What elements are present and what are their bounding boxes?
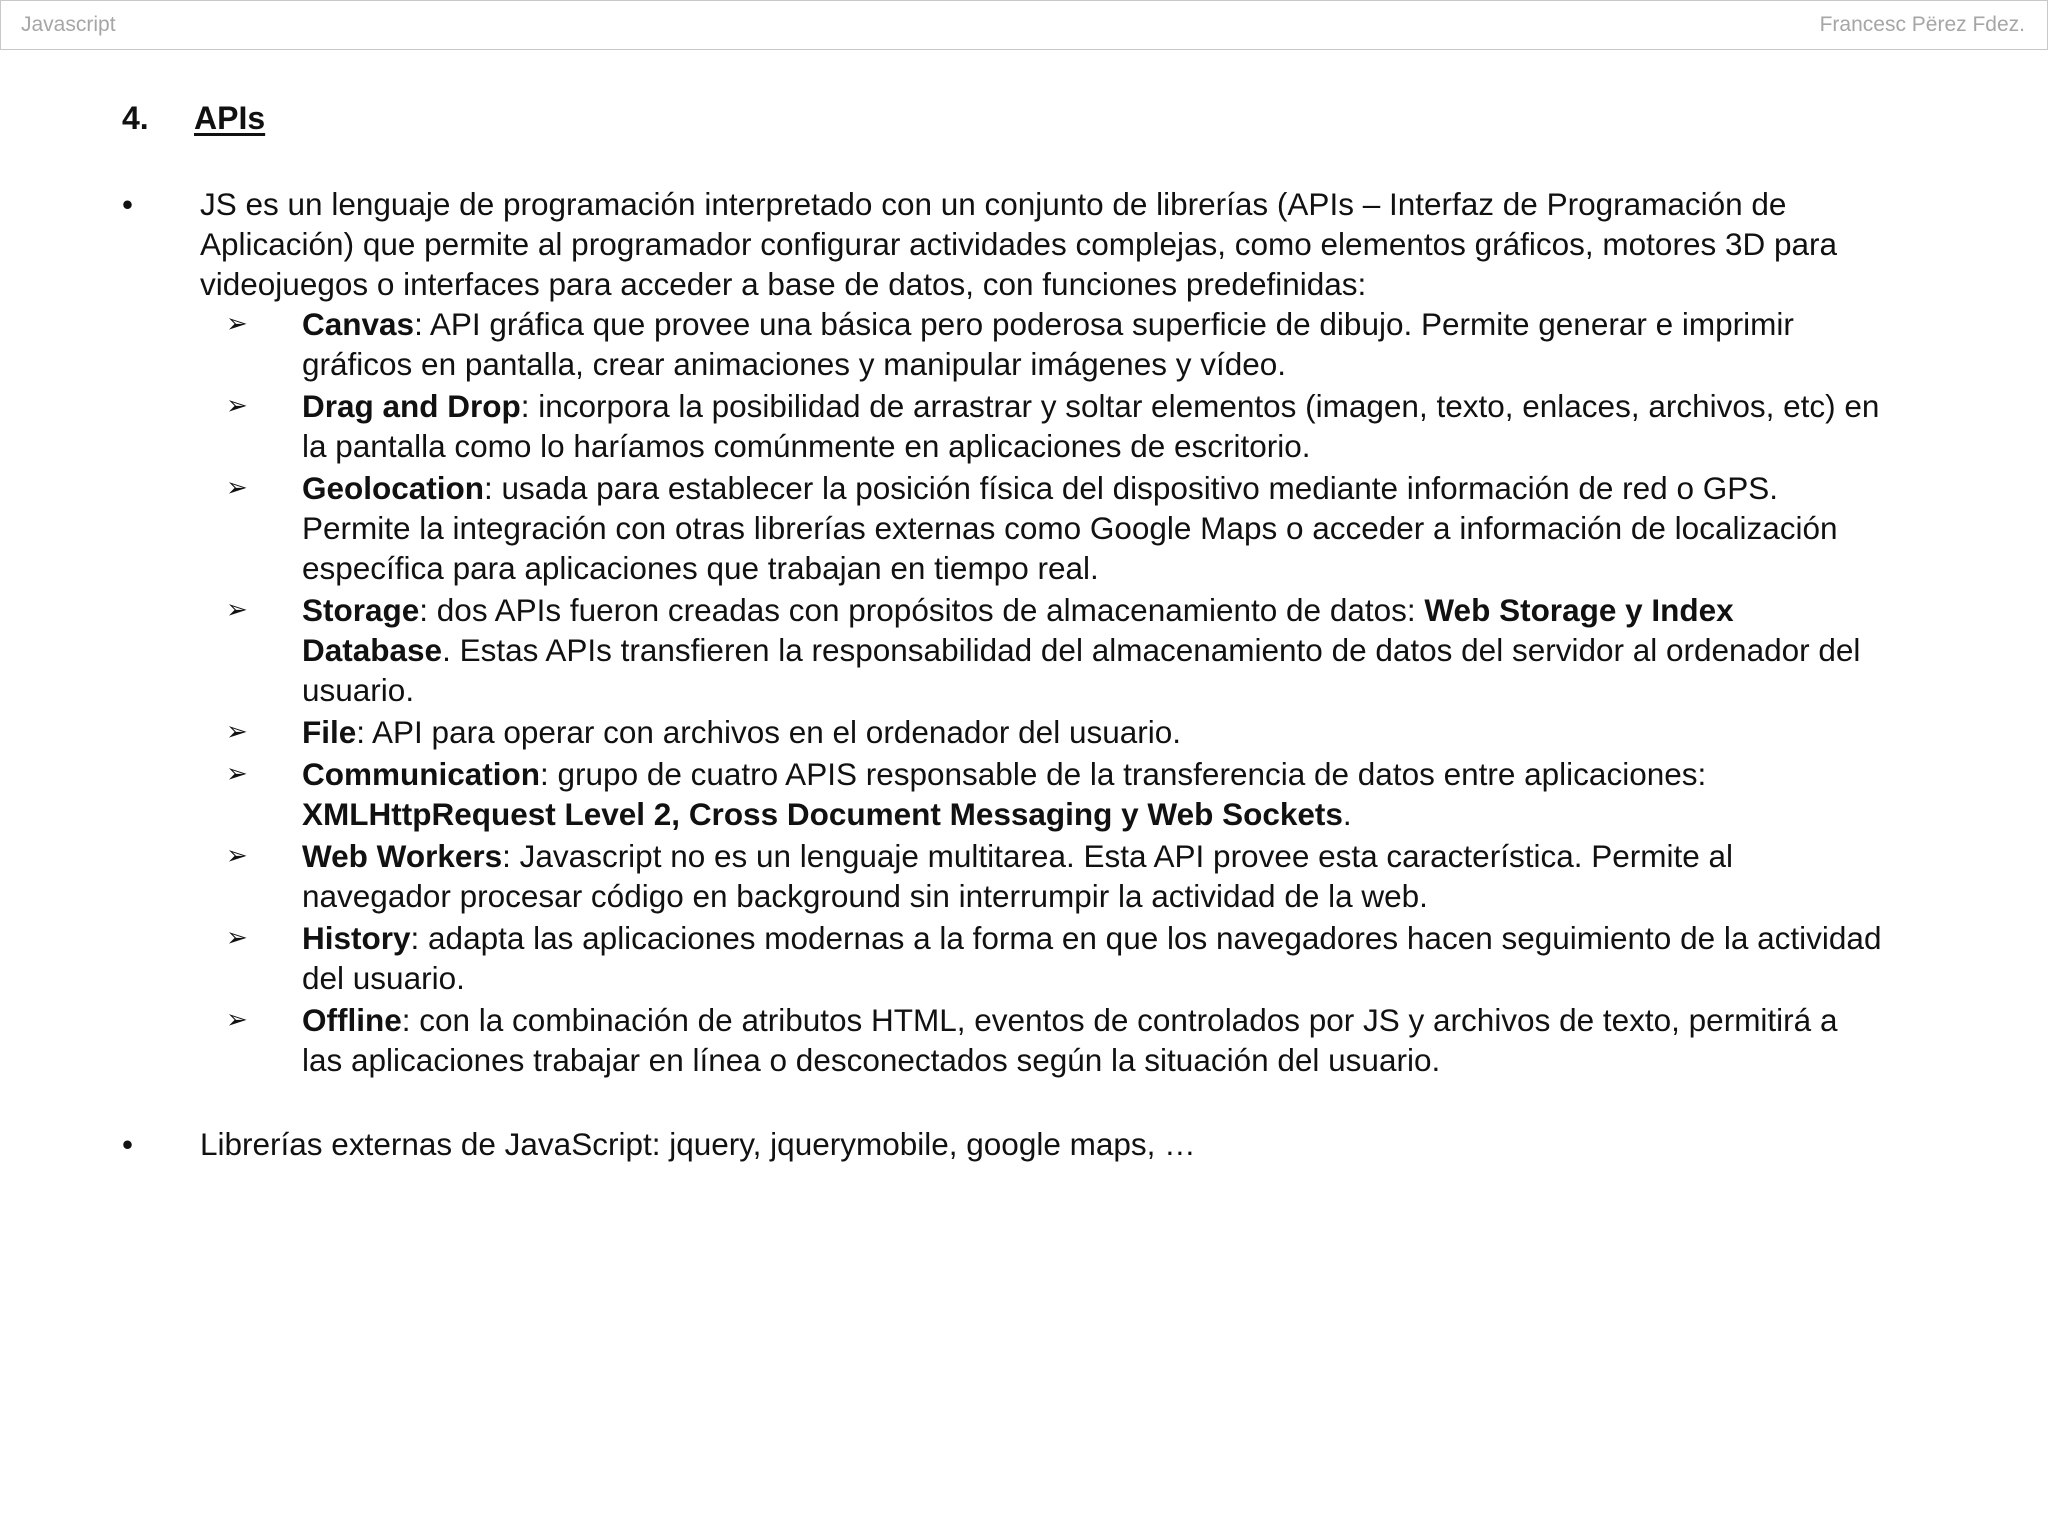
outro-block xyxy=(122,1124,1882,1164)
api-name: Web Workers xyxy=(302,838,503,874)
intro-text: JS es un lenguaje de programación interpretado con un conjunto de librerías (APIs – Interfaz de Programación de Aplicación) que permite al programador configurar actividades complejas, como elementos gráficos, motores 3D para videojuegos o interfaces para acceder a base de datos, con funciones predefinidas: xyxy=(200,186,1838,302)
api-description-tail: . xyxy=(1342,796,1352,832)
intro-block xyxy=(122,184,1882,1082)
api-name: Offline xyxy=(302,1002,402,1038)
api-item-canvas xyxy=(122,304,1882,384)
outro-paragraph xyxy=(122,1124,1882,1164)
bullet-icon: • xyxy=(122,1126,134,1162)
arrow-bullet-icon: ➢ xyxy=(226,717,248,747)
api-description: : API para operar con archivos en el ordenador del usuario. xyxy=(356,714,1182,750)
api-description: : adapta las aplicaciones modernas a la forma en que los navegadores hacen seguimiento de la actividad del usuario. xyxy=(302,920,1882,996)
api-name: Storage xyxy=(302,592,420,628)
api-description: : Javascript no es un lenguaje multitarea. Esta API provee esta característica. Permite al navegador procesar código en background sin interrumpir la actividad de la web. xyxy=(302,838,1734,914)
api-description: : usada para establecer la posición física del dispositivo mediante información de red o GPS. Permite la integración con otras librerías externas como Google Maps o acceder a información de localización específica para aplicaciones que trabajan en tiempo real. xyxy=(302,470,1838,586)
arrow-bullet-icon: ➢ xyxy=(226,391,248,421)
section-heading xyxy=(122,100,265,137)
api-description: : incorpora la posibilidad de arrastrar y soltar elementos (imagen, texto, enlaces, archivos, etc) en la pantalla como lo haríamos comúnmente en aplicaciones de escritorio. xyxy=(302,388,1880,464)
api-name: Canvas xyxy=(302,306,415,342)
api-item-file xyxy=(122,712,1882,752)
arrow-bullet-icon: ➢ xyxy=(226,841,248,871)
arrow-bullet-icon: ➢ xyxy=(226,759,248,789)
arrow-bullet-icon: ➢ xyxy=(226,595,248,625)
arrow-bullet-icon: ➢ xyxy=(226,473,248,503)
api-name: Geolocation xyxy=(302,470,485,506)
api-item-communication xyxy=(122,754,1882,834)
api-description: : API gráfica que provee una básica pero poderosa superficie de dibujo. Permite generar e imprimir gráficos en pantalla, crear animaciones y manipular imágenes y vídeo. xyxy=(302,306,1794,382)
page-header xyxy=(0,0,2048,50)
arrow-bullet-icon: ➢ xyxy=(226,309,248,339)
section-title: APIs xyxy=(194,100,266,136)
arrow-bullet-icon: ➢ xyxy=(226,1005,248,1035)
api-item-web-workers xyxy=(122,836,1882,916)
api-name: Drag and Drop xyxy=(302,388,521,424)
api-description: : con la combinación de atributos HTML, eventos de controlados por JS y archivos de texto, permitirá a las aplicaciones trabajar en línea o desconectados según la situación del usuario. xyxy=(302,1002,1838,1078)
intro-paragraph xyxy=(122,184,1882,304)
api-description: : grupo de cuatro APIS responsable de la transferencia de datos entre aplicaciones: xyxy=(540,756,1707,792)
api-item-offline xyxy=(122,1000,1882,1080)
bullet-icon: • xyxy=(122,186,134,222)
arrow-bullet-icon: ➢ xyxy=(226,923,248,953)
api-item-storage xyxy=(122,590,1882,710)
api-highlight: XMLHttpRequest Level 2, Cross Document Messaging y Web Sockets xyxy=(302,796,1343,832)
api-item-history xyxy=(122,918,1882,998)
api-list xyxy=(122,304,1882,1080)
section-number: 4. xyxy=(122,100,149,136)
header-author: Francesc Përez Fdez. xyxy=(1819,13,2025,36)
api-name: Communication xyxy=(302,756,541,792)
api-highlight: Web Storage y Index Database xyxy=(302,592,1734,668)
api-description-tail: . Estas APIs transfieren la responsabilidad del almacenamiento de datos del servidor al ordenador del usuario. xyxy=(302,632,1861,708)
outro-text: Librerías externas de JavaScript: jquery, jquerymobile, google maps, … xyxy=(200,1126,1196,1162)
header-title: Javascript xyxy=(21,13,116,36)
api-item-drag-and-drop xyxy=(122,386,1882,466)
api-item-geolocation xyxy=(122,468,1882,588)
api-name: History xyxy=(302,920,411,956)
api-description: : dos APIs fueron creadas con propósitos de almacenamiento de datos: xyxy=(419,592,1425,628)
api-name: File xyxy=(302,714,357,750)
